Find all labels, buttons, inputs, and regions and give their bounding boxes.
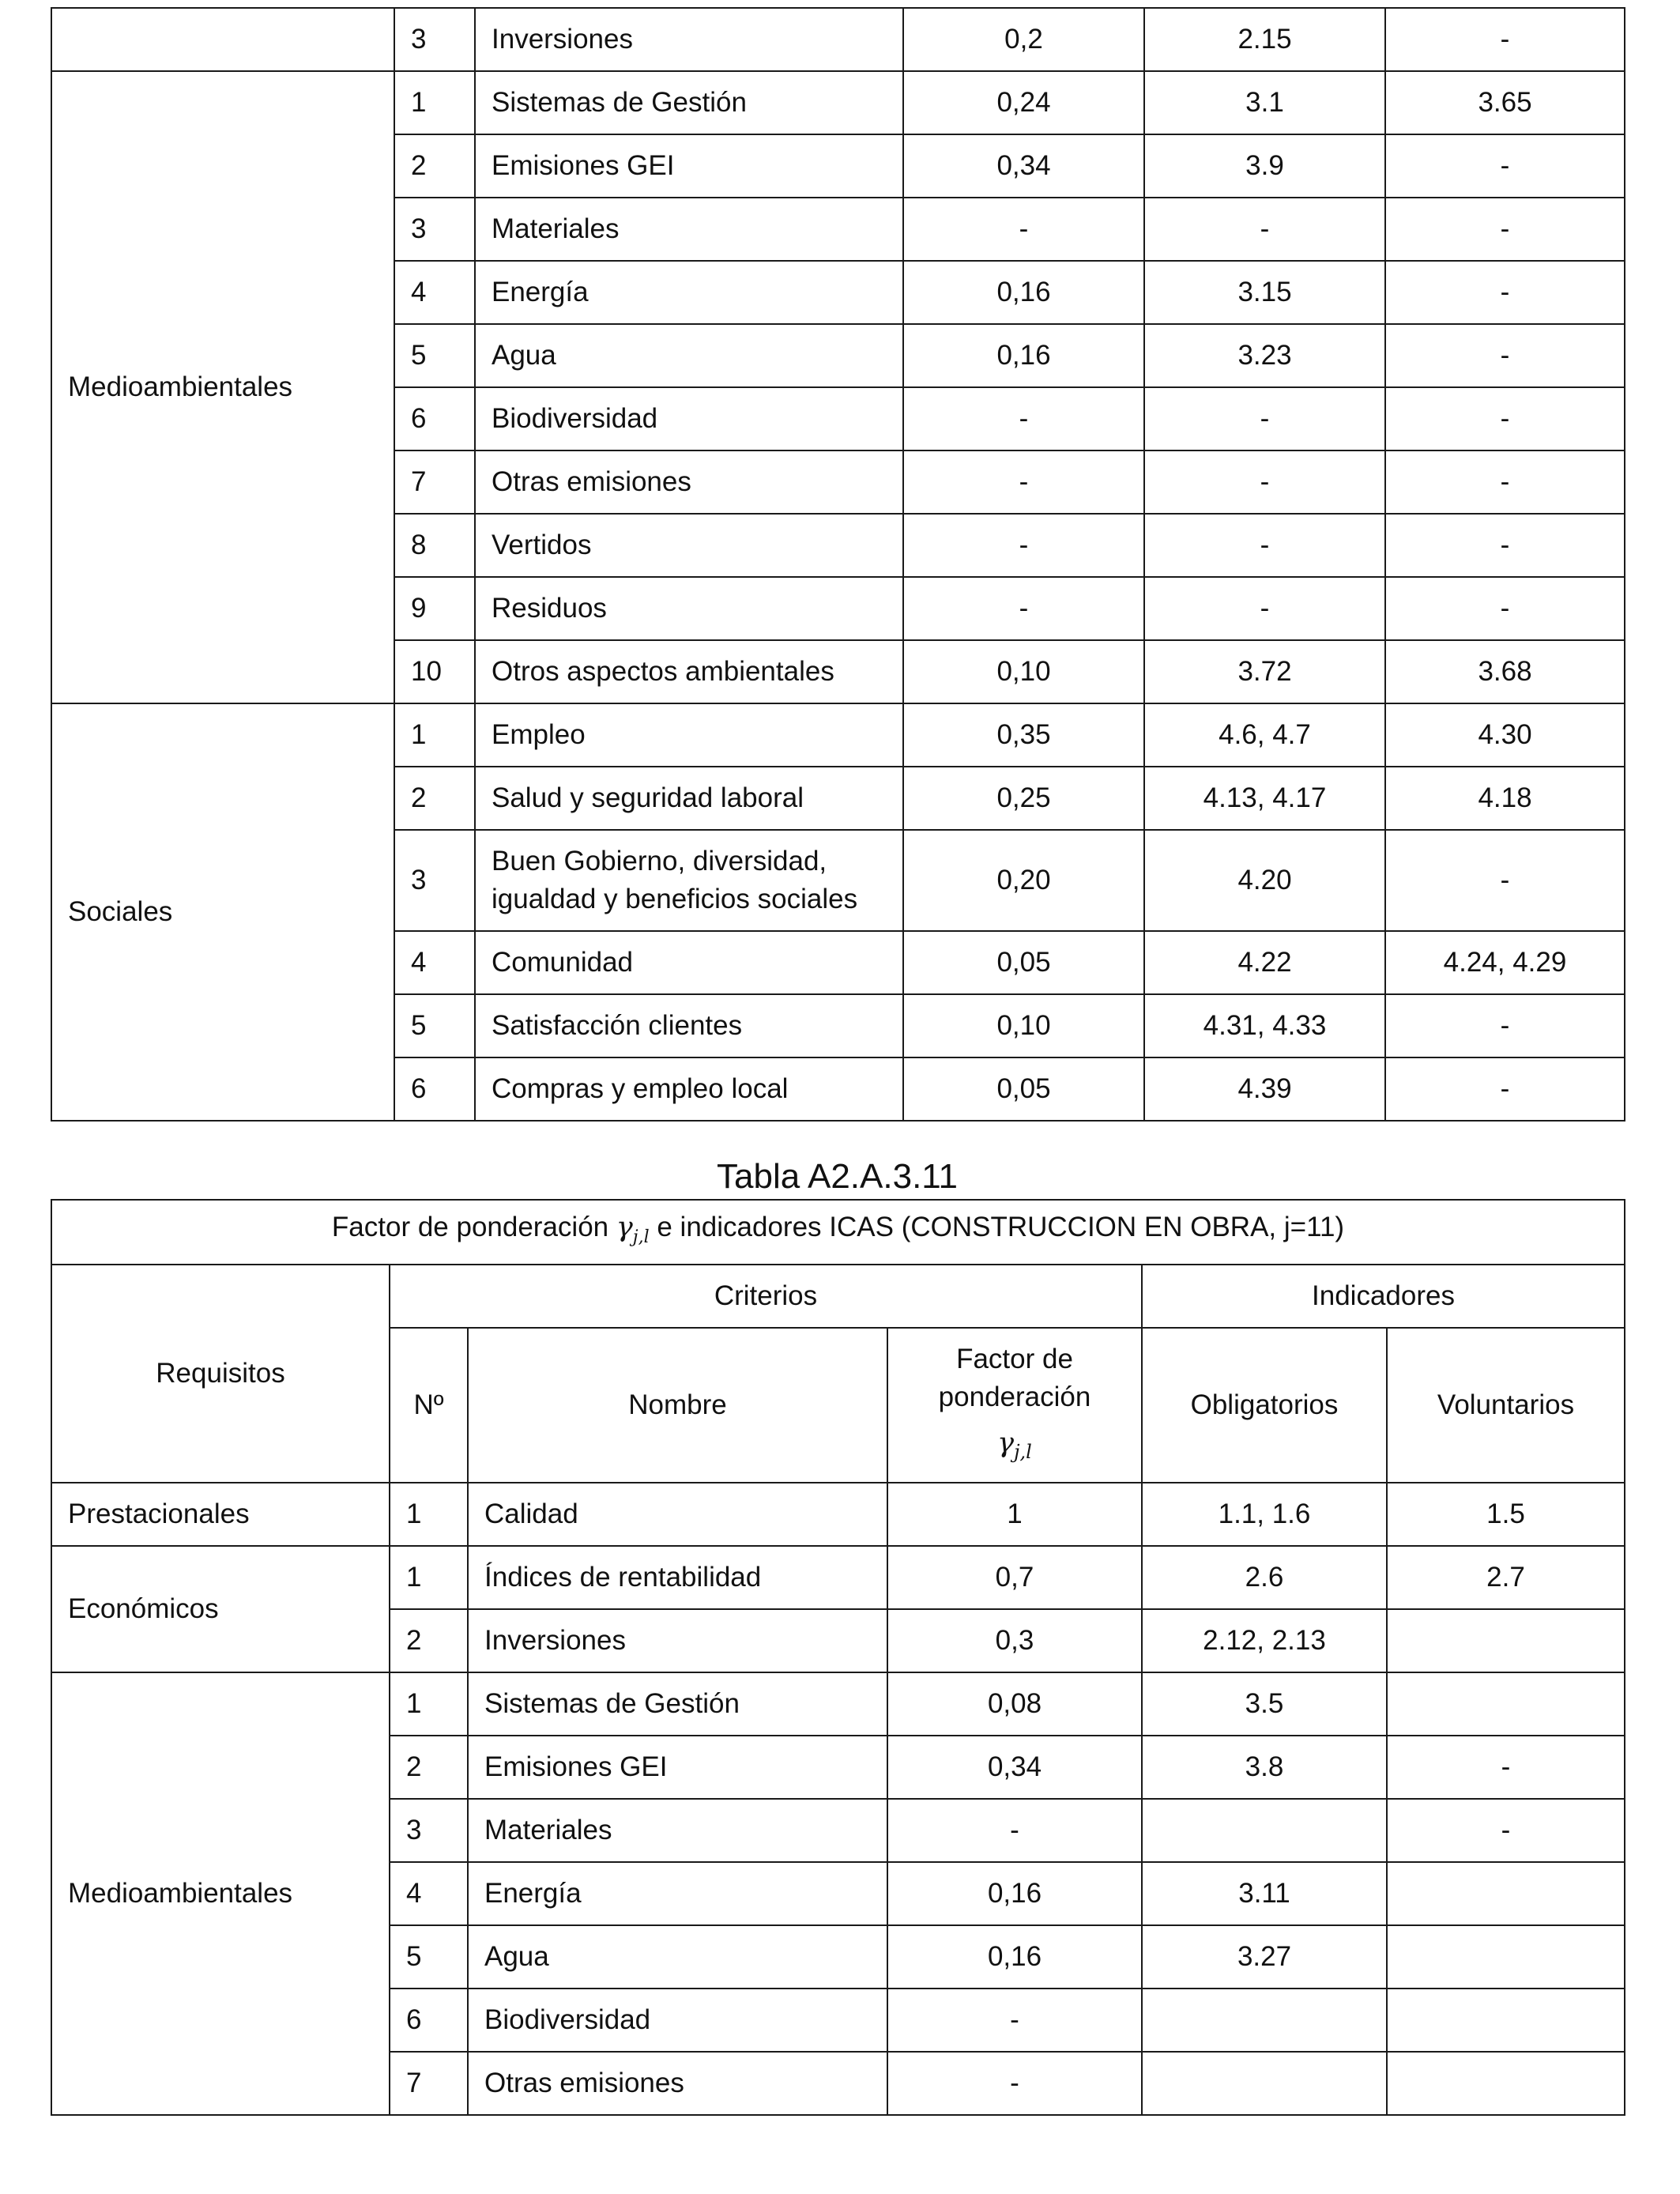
criterion-name: Calidad [468, 1483, 887, 1546]
table-row [51, 71, 1625, 134]
mandatory-indicators: 4.22 [1144, 931, 1385, 994]
mandatory-indicators: - [1144, 514, 1385, 577]
table-caption: Tabla A2.A.3.11 [717, 1157, 958, 1196]
table-row [51, 1546, 1625, 1609]
row-number: 1 [390, 1672, 468, 1736]
header-requisitos: Requisitos [51, 1265, 390, 1483]
voluntary-indicators: 4.18 [1385, 767, 1625, 830]
mandatory-indicators: - [1144, 577, 1385, 640]
group-cell: Económicos [51, 1546, 390, 1672]
criterion-name: Emisiones GEI [468, 1736, 887, 1799]
voluntary-indicators [1387, 1989, 1625, 2052]
voluntary-indicators: - [1385, 324, 1625, 387]
voluntary-indicators: 4.24, 4.29 [1385, 931, 1625, 994]
row-number: 6 [390, 1989, 468, 2052]
mandatory-indicators: 3.15 [1144, 261, 1385, 324]
weight-factor: 0,34 [887, 1736, 1142, 1799]
group-cell: Medioambientales [51, 1672, 390, 2115]
criterion-name: Salud y seguridad laboral [475, 767, 903, 830]
row-number: 4 [394, 931, 475, 994]
criterion-name: Inversiones [468, 1609, 887, 1672]
weight-factor: 0,05 [903, 1057, 1144, 1121]
voluntary-indicators: 4.30 [1385, 703, 1625, 767]
row-number: 5 [394, 994, 475, 1057]
weight-factor: - [903, 387, 1144, 450]
voluntary-indicators: - [1385, 198, 1625, 261]
header-row [51, 1265, 1625, 1328]
criterion-name: Comunidad [475, 931, 903, 994]
criterion-name: Agua [468, 1925, 887, 1989]
voluntary-indicators: - [1385, 830, 1625, 931]
criterion-name-line1: Buen Gobierno, diversidad, [492, 846, 827, 876]
criterion-name: Empleo [475, 703, 903, 767]
criterion-name: Materiales [468, 1799, 887, 1862]
mandatory-indicators: 3.27 [1142, 1925, 1387, 1989]
mandatory-indicators: 4.31, 4.33 [1144, 994, 1385, 1057]
weight-factor: 0,2 [903, 8, 1144, 71]
mandatory-indicators: 2.15 [1144, 8, 1385, 71]
weight-factor: - [887, 1989, 1142, 2052]
weight-factor: 0,05 [903, 931, 1144, 994]
row-number: 1 [390, 1546, 468, 1609]
criterion-name: Emisiones GEI [475, 134, 903, 198]
weight-factor: 0,16 [887, 1925, 1142, 1989]
row-number: 1 [394, 703, 475, 767]
row-number: 8 [394, 514, 475, 577]
weight-factor: - [903, 514, 1144, 577]
row-number: 3 [394, 830, 475, 931]
row-number: 4 [390, 1862, 468, 1925]
group-cell: Prestacionales [51, 1483, 390, 1546]
mandatory-indicators: 1.1, 1.6 [1142, 1483, 1387, 1546]
voluntary-indicators [1387, 1609, 1625, 1672]
voluntary-indicators [1387, 1862, 1625, 1925]
mandatory-indicators: 3.8 [1142, 1736, 1387, 1799]
table-title [51, 1200, 1625, 1265]
mandatory-indicators [1142, 2052, 1387, 2115]
weight-factor: - [903, 198, 1144, 261]
mandatory-indicators: 4.20 [1144, 830, 1385, 931]
weight-factor: 0,35 [903, 703, 1144, 767]
weight-factor: 0,10 [903, 640, 1144, 703]
row-number: 1 [394, 71, 475, 134]
row-number: 6 [394, 387, 475, 450]
voluntary-indicators: 2.7 [1387, 1546, 1625, 1609]
criterion-name: Energía [468, 1862, 887, 1925]
row-number: 3 [394, 8, 475, 71]
mandatory-indicators: - [1144, 450, 1385, 514]
mandatory-indicators: 2.12, 2.13 [1142, 1609, 1387, 1672]
header-voluntarios: Voluntarios [1387, 1328, 1625, 1483]
table-row [51, 703, 1625, 767]
voluntary-indicators: - [1385, 450, 1625, 514]
weight-factor: 0,10 [903, 994, 1144, 1057]
criterion-name: Vertidos [475, 514, 903, 577]
weight-factor: 0,20 [903, 830, 1144, 931]
criterion-name: Biodiversidad [475, 387, 903, 450]
criterion-name: Sistemas de Gestión [475, 71, 903, 134]
mandatory-indicators: 3.5 [1142, 1672, 1387, 1736]
voluntary-indicators: - [1385, 1057, 1625, 1121]
row-number: 4 [394, 261, 475, 324]
row-number: 7 [390, 2052, 468, 2115]
table-title-row [51, 1200, 1625, 1265]
row-number: 7 [394, 450, 475, 514]
criterion-name: Satisfacción clientes [475, 994, 903, 1057]
title-text: Factor de ponderación [331, 1211, 616, 1242]
criterion-name-line2: igualdad y beneficios sociales [492, 884, 858, 914]
criterion-name: Índices de rentabilidad [468, 1546, 887, 1609]
weight-factor: 0,3 [887, 1609, 1142, 1672]
weight-factor: - [903, 450, 1144, 514]
mandatory-indicators: 4.13, 4.17 [1144, 767, 1385, 830]
mandatory-indicators [1142, 1989, 1387, 2052]
header-obligatorios: Obligatorios [1142, 1328, 1387, 1483]
voluntary-indicators [1387, 2052, 1625, 2115]
header-indicadores: Indicadores [1142, 1265, 1625, 1328]
mandatory-indicators: - [1144, 198, 1385, 261]
row-number: 1 [390, 1483, 468, 1546]
criterion-name: Otras emisiones [468, 2052, 887, 2115]
weight-factor: 0,24 [903, 71, 1144, 134]
criterion-name: Compras y empleo local [475, 1057, 903, 1121]
criterion-name: Materiales [475, 198, 903, 261]
criterion-name: Energía [475, 261, 903, 324]
header-factor [887, 1328, 1142, 1483]
row-number: 3 [394, 198, 475, 261]
voluntary-indicators: - [1385, 577, 1625, 640]
table-row [51, 1483, 1625, 1546]
criterion-name: Sistemas de Gestión [468, 1672, 887, 1736]
group-cell: Sociales [51, 703, 394, 1121]
header-factor-symbol [904, 1424, 1125, 1471]
indicators-table-construction [51, 1199, 1625, 2116]
mandatory-indicators: 3.9 [1144, 134, 1385, 198]
voluntary-indicators: 1.5 [1387, 1483, 1625, 1546]
voluntary-indicators: - [1385, 387, 1625, 450]
row-number: 2 [394, 767, 475, 830]
weight-factor: 0,16 [903, 324, 1144, 387]
row-number: 3 [390, 1799, 468, 1862]
criterion-name: Otros aspectos ambientales [475, 640, 903, 703]
mandatory-indicators: 2.6 [1142, 1546, 1387, 1609]
voluntary-indicators: - [1385, 134, 1625, 198]
gamma-subscript: j,l [1014, 1440, 1032, 1463]
mandatory-indicators: 4.6, 4.7 [1144, 703, 1385, 767]
gamma-symbol: γ [997, 1427, 1015, 1459]
header-factor-line1: Factor de [956, 1343, 1073, 1374]
voluntary-indicators: - [1385, 994, 1625, 1057]
weight-factor: 0,34 [903, 134, 1144, 198]
voluntary-indicators: - [1387, 1736, 1625, 1799]
voluntary-indicators: 3.65 [1385, 71, 1625, 134]
voluntary-indicators [1387, 1672, 1625, 1736]
criterion-name: Residuos [475, 577, 903, 640]
title-text-rest: e indicadores ICAS (CONSTRUCCION EN OBRA, j=11) [649, 1211, 1345, 1242]
header-criterios: Criterios [390, 1265, 1142, 1328]
mandatory-indicators: 4.39 [1144, 1057, 1385, 1121]
voluntary-indicators: - [1385, 261, 1625, 324]
group-cell: Medioambientales [51, 71, 394, 703]
weight-factor: - [887, 1799, 1142, 1862]
voluntary-indicators: 3.68 [1385, 640, 1625, 703]
mandatory-indicators: 3.1 [1144, 71, 1385, 134]
voluntary-indicators [1387, 1925, 1625, 1989]
table-row [51, 1672, 1625, 1736]
mandatory-indicators: - [1144, 387, 1385, 450]
row-number: 5 [394, 324, 475, 387]
row-number: 6 [394, 1057, 475, 1121]
row-number: 5 [390, 1925, 468, 1989]
mandatory-indicators [1142, 1799, 1387, 1862]
criterion-name: Agua [475, 324, 903, 387]
weight-factor: 0,25 [903, 767, 1144, 830]
weight-factor: 1 [887, 1483, 1142, 1546]
weight-factor: 0,16 [903, 261, 1144, 324]
voluntary-indicators: - [1385, 514, 1625, 577]
row-number: 9 [394, 577, 475, 640]
gamma-subscript: j,l [632, 1227, 650, 1247]
row-number: 10 [394, 640, 475, 703]
mandatory-indicators: 3.72 [1144, 640, 1385, 703]
header-factor-line2: ponderación [938, 1381, 1091, 1412]
indicators-table-continued [51, 7, 1625, 1122]
table-row [51, 8, 1625, 71]
criterion-name: Otras emisiones [475, 450, 903, 514]
criterion-name: Biodiversidad [468, 1989, 887, 2052]
group-cell [51, 8, 394, 71]
mandatory-indicators: 3.11 [1142, 1862, 1387, 1925]
weight-factor: - [903, 577, 1144, 640]
weight-factor: - [887, 2052, 1142, 2115]
row-number: 2 [390, 1609, 468, 1672]
header-no: Nº [390, 1328, 468, 1483]
weight-factor: 0,08 [887, 1672, 1142, 1736]
voluntary-indicators: - [1385, 8, 1625, 71]
criterion-name: Inversiones [475, 8, 903, 71]
row-number: 2 [390, 1736, 468, 1799]
criterion-name [475, 830, 903, 931]
voluntary-indicators: - [1387, 1799, 1625, 1862]
row-number: 2 [394, 134, 475, 198]
weight-factor: 0,7 [887, 1546, 1142, 1609]
header-nombre: Nombre [468, 1328, 887, 1483]
mandatory-indicators: 3.23 [1144, 324, 1385, 387]
gamma-symbol: γ [616, 1211, 633, 1243]
weight-factor: 0,16 [887, 1862, 1142, 1925]
